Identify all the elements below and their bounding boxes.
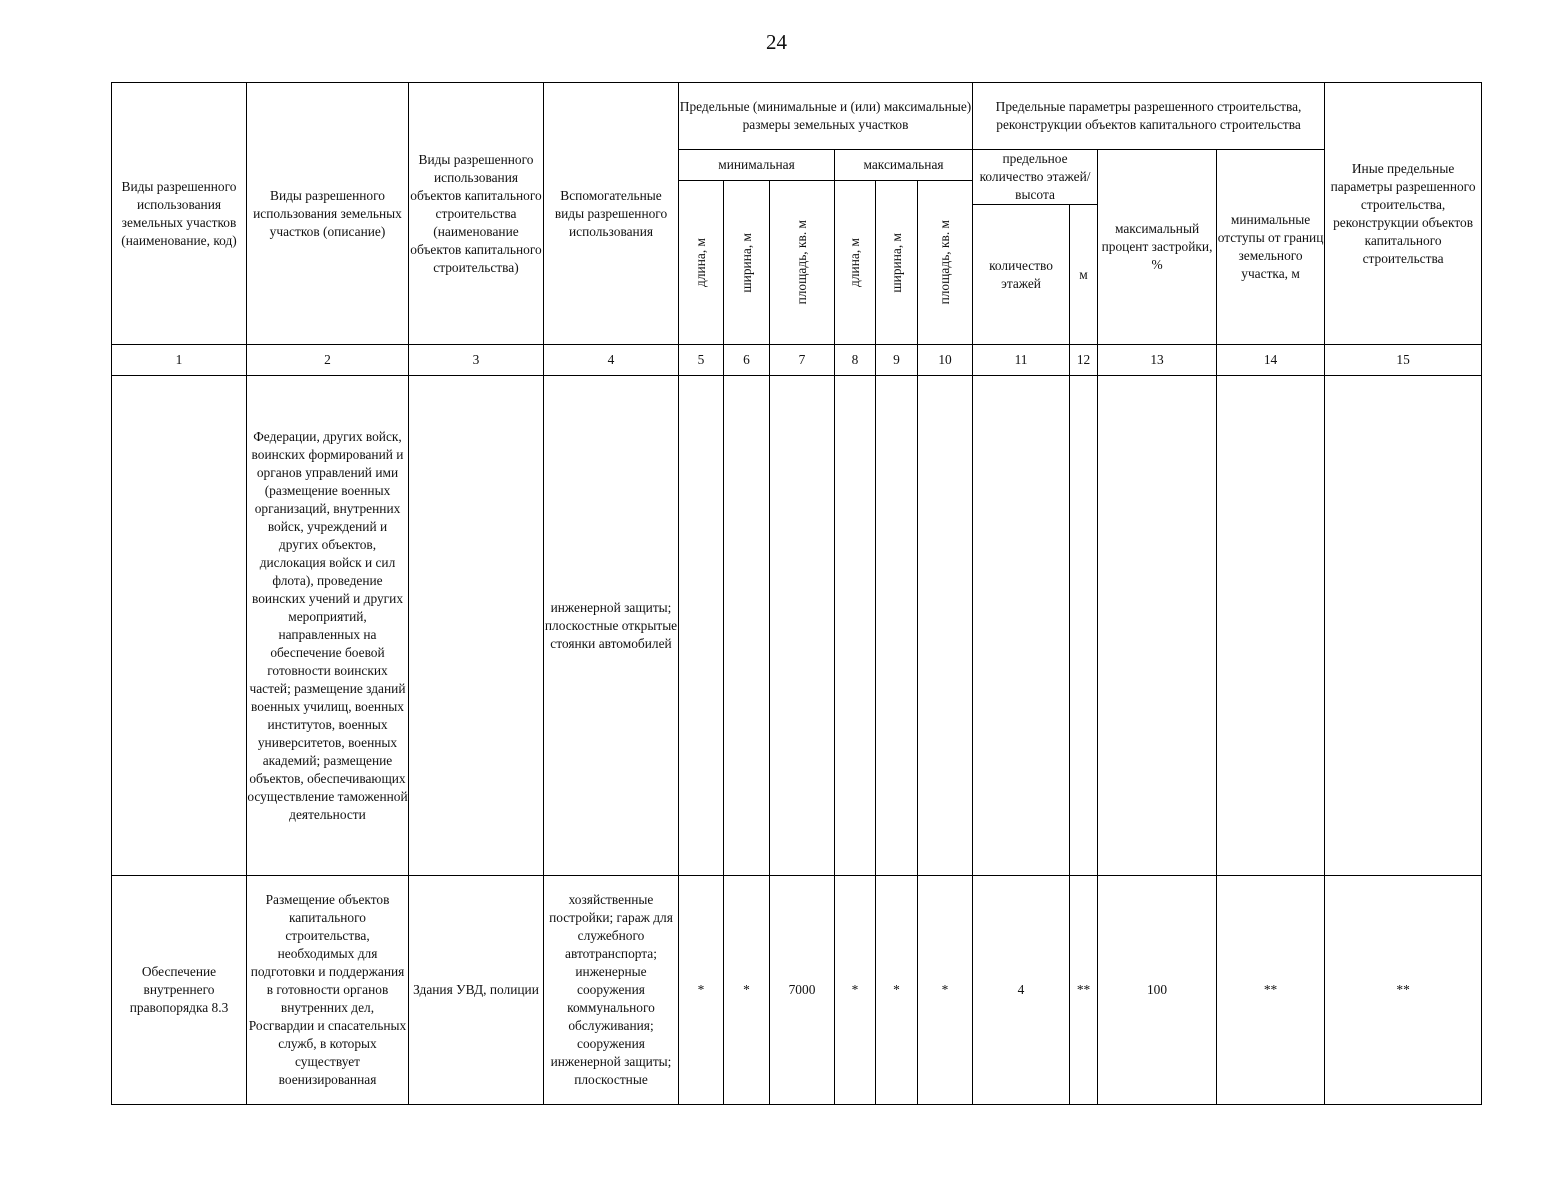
column-number: 4 — [544, 345, 679, 376]
header-height-meters: м — [1070, 205, 1098, 345]
cell-max-width: * — [876, 876, 918, 1105]
header-min-width: ширина, м — [724, 181, 770, 345]
land-use-regulations-table — [111, 82, 1482, 1105]
header-auxiliary-use: Вспомогательные виды разрешенного использования — [544, 83, 679, 345]
column-number: 1 — [112, 345, 247, 376]
cell-max-width — [876, 376, 918, 876]
column-number: 9 — [876, 345, 918, 376]
cell-building-use — [409, 376, 544, 876]
header-maximal: максимальная — [835, 150, 973, 181]
column-number: 14 — [1217, 345, 1325, 376]
header-floors-height: предельное количество этажей/высота — [973, 150, 1098, 205]
cell-other-parameters: ** — [1325, 876, 1482, 1105]
cell-max-build-percent — [1098, 376, 1217, 876]
column-number: 3 — [409, 345, 544, 376]
table-row — [112, 376, 1482, 876]
table-row — [112, 876, 1482, 1105]
cell-other-parameters — [1325, 376, 1482, 876]
column-number: 2 — [247, 345, 409, 376]
header-max-width: ширина, м — [876, 181, 918, 345]
cell-max-area — [918, 376, 973, 876]
cell-height-meters: ** — [1070, 876, 1098, 1105]
cell-min-setback: ** — [1217, 876, 1325, 1105]
header-building-use: Виды разрешенного использования объектов капитального строительства (наименование объектов капитального строительства) — [409, 83, 544, 345]
column-number: 7 — [770, 345, 835, 376]
column-number: 11 — [973, 345, 1070, 376]
column-number: 8 — [835, 345, 876, 376]
cell-min-area: 7000 — [770, 876, 835, 1105]
column-numbers-row — [112, 345, 1482, 376]
cell-max-build-percent: 100 — [1098, 876, 1217, 1105]
column-number: 12 — [1070, 345, 1098, 376]
cell-height-meters — [1070, 376, 1098, 876]
header-max-length: длина, м — [835, 181, 876, 345]
header-plot-size-limits: Предельные (минимальные и (или) максимальные) размеры земельных участков — [679, 83, 973, 150]
cell-land-use-code — [112, 376, 247, 876]
header-max-area: площадь, кв. м — [918, 181, 973, 345]
column-number: 6 — [724, 345, 770, 376]
cell-floors-count — [973, 376, 1070, 876]
header-floors-count: количество этажей — [973, 205, 1070, 345]
cell-min-setback — [1217, 376, 1325, 876]
page-number: 24 — [766, 30, 787, 54]
cell-min-length — [679, 376, 724, 876]
column-number: 13 — [1098, 345, 1217, 376]
cell-max-length: * — [835, 876, 876, 1105]
header-minimal: минимальная — [679, 150, 835, 181]
cell-min-length: * — [679, 876, 724, 1105]
cell-auxiliary-use: инженерной защиты; плоскостные открытые стоянки автомобилей — [544, 376, 679, 876]
cell-min-width: * — [724, 876, 770, 1105]
cell-auxiliary-use: хозяйственные постройки; гараж для служебного автотранспорта; инженерные сооружения коммунального обслуживания; сооружения инженерной защиты; плоскостные — [544, 876, 679, 1105]
header-other-parameters: Иные предельные параметры разрешенного строительства, реконструкции объектов капитального строительства — [1325, 83, 1482, 345]
column-number: 10 — [918, 345, 973, 376]
column-number: 5 — [679, 345, 724, 376]
cell-max-length — [835, 376, 876, 876]
cell-floors-count: 4 — [973, 876, 1070, 1105]
cell-min-area — [770, 376, 835, 876]
cell-building-use: Здания УВД, полиции — [409, 876, 544, 1105]
cell-land-use-description: Размещение объектов капитального строительства, необходимых для подготовки и поддержания в готовности органов внутренних дел, Росгвардии и спасательных служб, в которых существует военизированная — [247, 876, 409, 1105]
header-min-length: длина, м — [679, 181, 724, 345]
header-min-setback: минимальные отступы от границ земельного участка, м — [1217, 150, 1325, 345]
column-number: 15 — [1325, 345, 1482, 376]
header-land-use-code: Виды разрешенного использования земельных участков (наименование, код) — [112, 83, 247, 345]
header-max-build-percent: максимальный процент застройки, % — [1098, 150, 1217, 345]
cell-land-use-description: Федерации, других войск, воинских формирований и органов управлений ими (размещение военных организаций, внутренних войск, учреждений и других объектов, дислокация войск и сил флота), проведение воинских учений и других мероприятий, направленных на обеспечение боевой готовности воинских частей; размещение зданий военных училищ, военных институтов, военных университетов, военных академий; размещение объектов, обеспечивающих осуществление таможенной деятельности — [247, 376, 409, 876]
header-construction-parameters: Предельные параметры разрешенного строительства, реконструкции объектов капитального строительства — [973, 83, 1325, 150]
header-land-use-description: Виды разрешенного использования земельных участков (описание) — [247, 83, 409, 345]
cell-max-area: * — [918, 876, 973, 1105]
cell-land-use-code: Обеспечение внутреннего правопорядка 8.3 — [112, 876, 247, 1105]
header-min-area: площадь, кв. м — [770, 181, 835, 345]
cell-min-width — [724, 376, 770, 876]
